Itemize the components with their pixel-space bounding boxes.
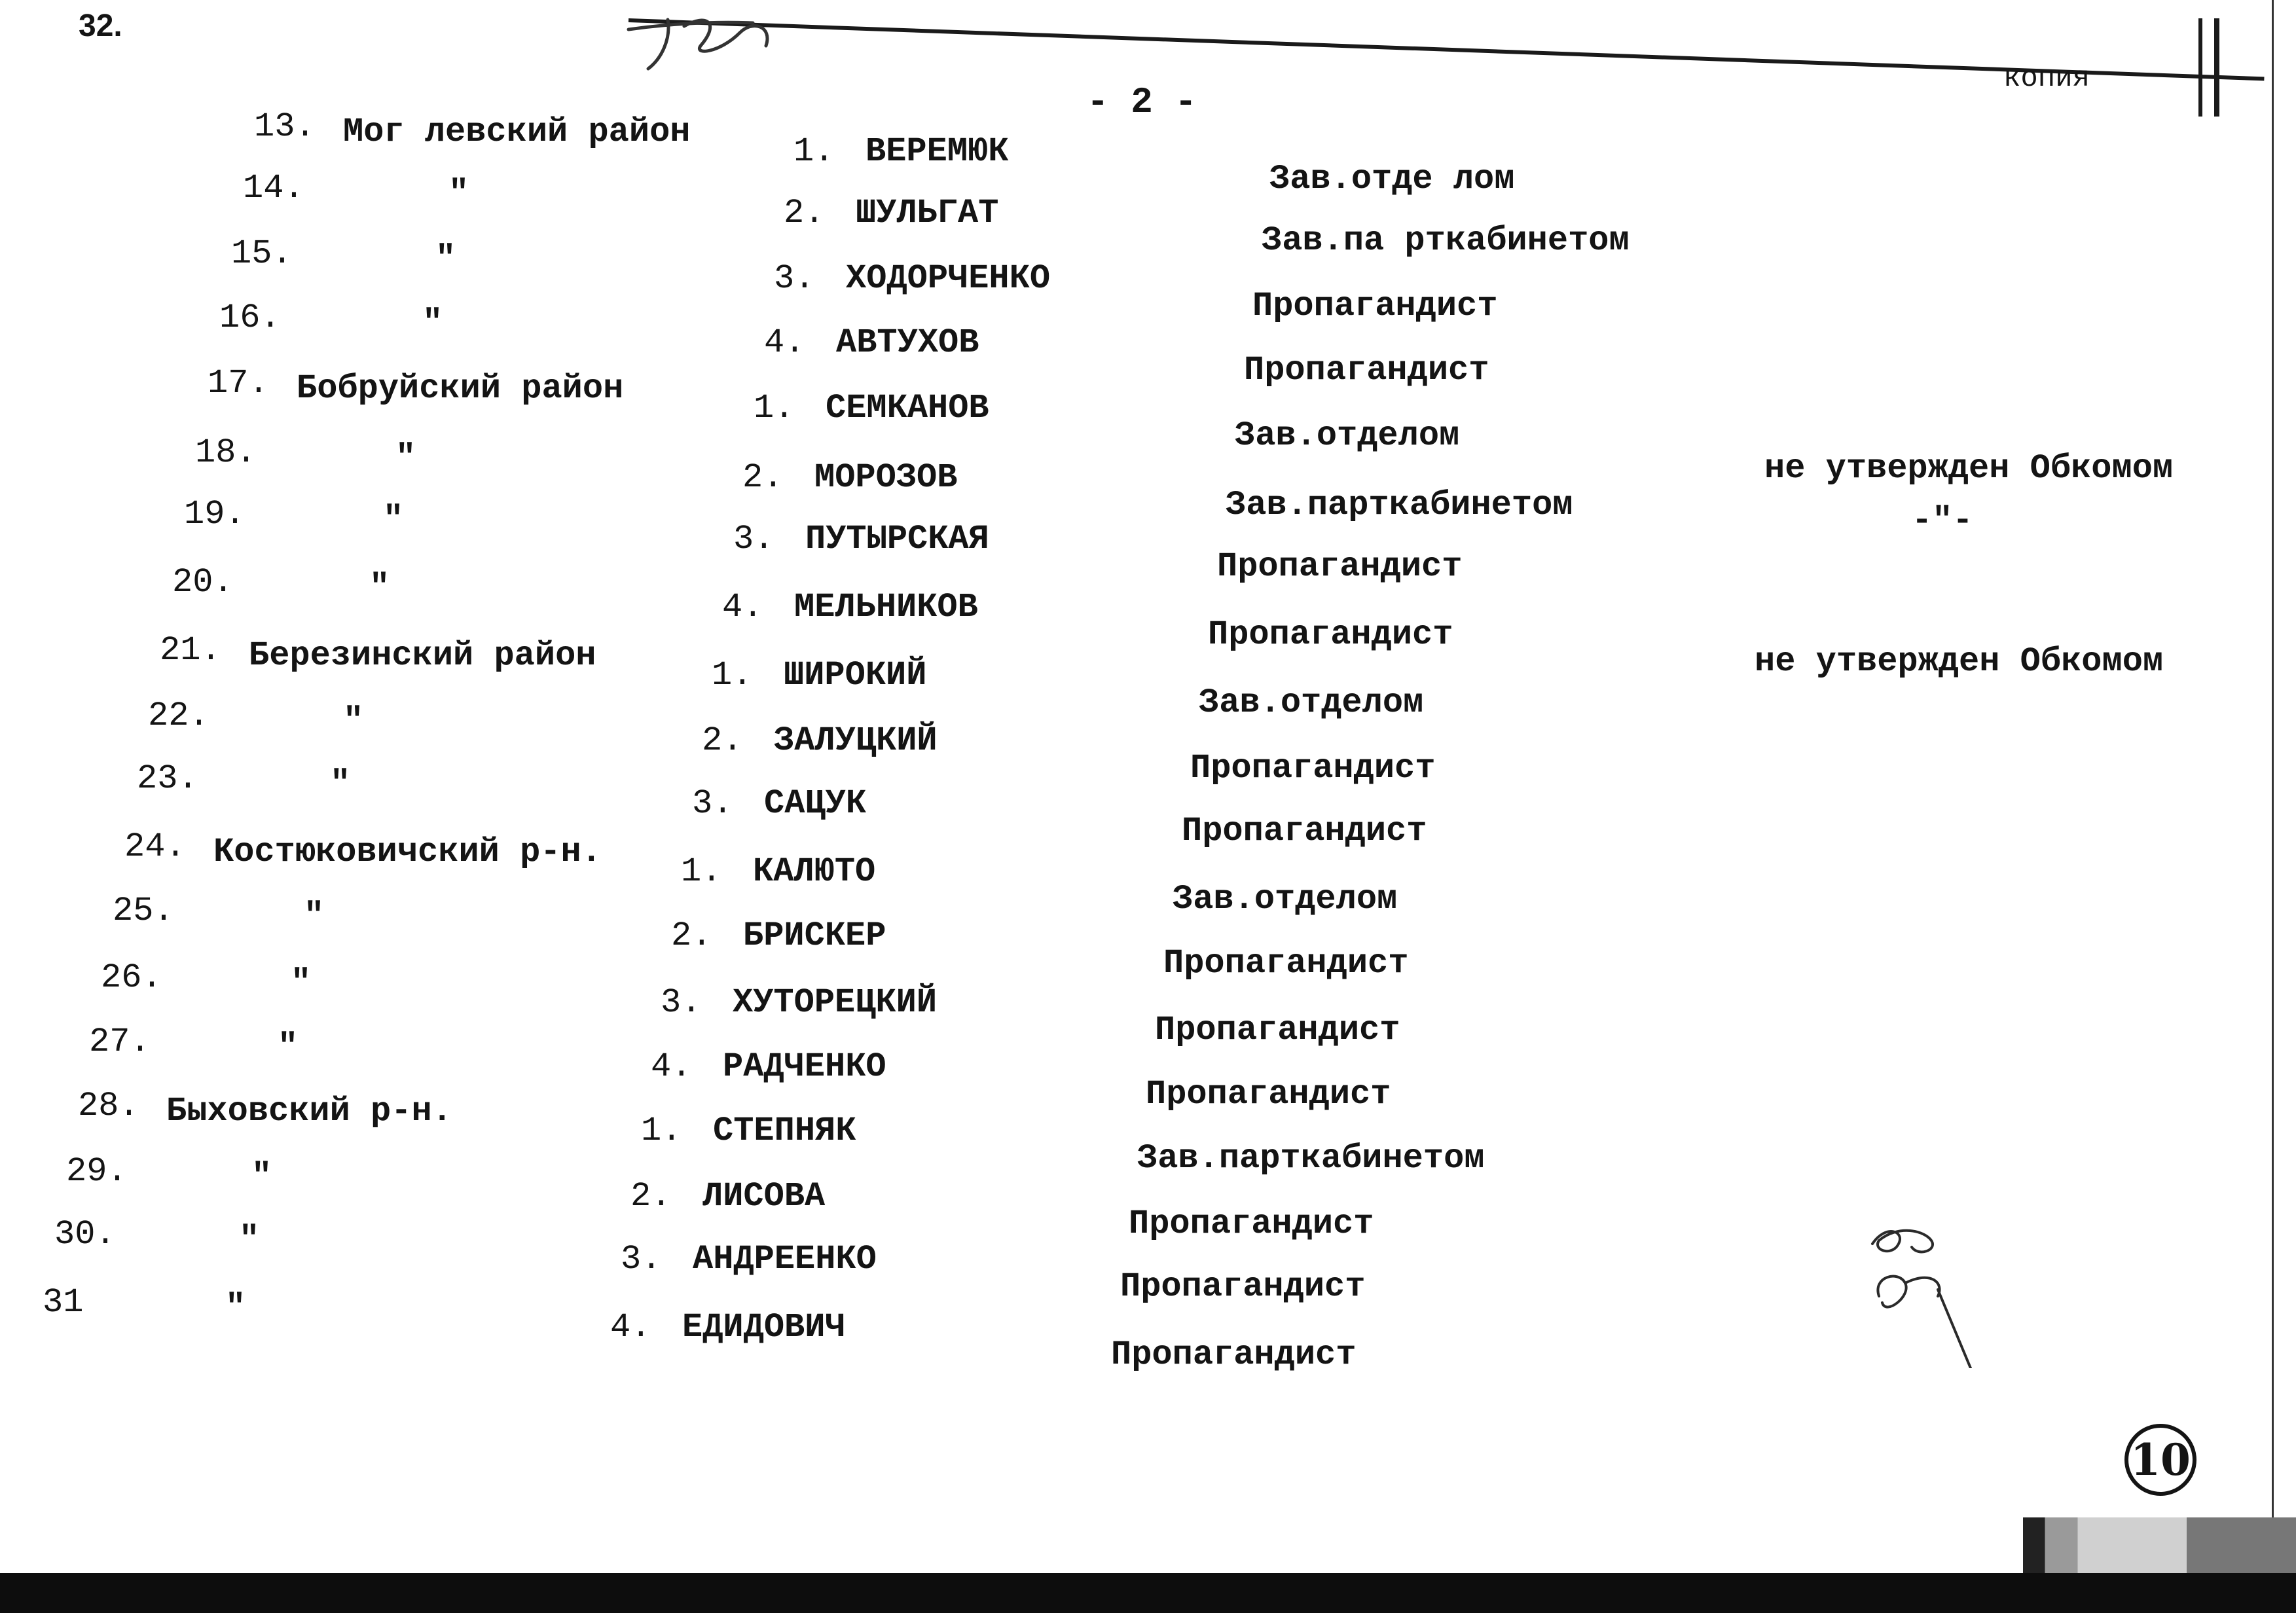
person-surname: АВТУХОВ	[836, 323, 979, 362]
copy-label: копия	[2003, 62, 2090, 95]
person-surname: ВЕРЕМЮК	[866, 132, 1009, 171]
row-number: 13.	[254, 107, 316, 146]
row-number: 22.	[148, 697, 210, 735]
district-name: "	[304, 897, 325, 935]
person-ordinal: 2.	[630, 1177, 672, 1216]
person-position: Пропагандист	[1208, 615, 1453, 654]
scan-edge-strip	[2272, 0, 2296, 1532]
district-name: Мог левский район	[343, 113, 691, 151]
person-ordinal: 4.	[764, 323, 805, 362]
row-number: 18.	[195, 433, 257, 472]
person-surname: ПУТЫРСКАЯ	[805, 520, 989, 558]
person-position: Пропагандист	[1217, 547, 1463, 586]
file-number: 32.	[79, 9, 122, 43]
person-surname: ШУЛЬГАТ	[856, 194, 999, 232]
person-ordinal: 3.	[692, 784, 733, 823]
person-surname: МОРОЗОВ	[814, 458, 958, 497]
district-name: "	[383, 500, 404, 539]
row-number: 31	[43, 1283, 84, 1322]
person-ordinal: 4.	[651, 1047, 692, 1086]
person-ordinal: 1.	[793, 132, 835, 171]
row-number: 25.	[113, 892, 174, 930]
district-name: Бобруйский район	[297, 369, 624, 408]
district-name: "	[330, 765, 351, 803]
person-ordinal: 2.	[784, 194, 825, 232]
person-surname: САЦУК	[764, 784, 867, 823]
row-number: 20.	[172, 563, 234, 602]
handwritten-signature-top	[622, 7, 818, 72]
handwritten-initials	[1859, 1218, 1984, 1368]
person-position: Пропагандист	[1120, 1267, 1366, 1306]
district-name: Быховский р-н.	[166, 1092, 452, 1131]
person-position: Пропагандист	[1155, 1011, 1400, 1049]
person-position: Зав.отде лом	[1269, 160, 1515, 198]
district-name: "	[251, 1157, 272, 1196]
person-ordinal: 2.	[671, 916, 712, 955]
district-name: "	[225, 1288, 246, 1327]
approval-note: не утвержден Обкомом	[1755, 642, 2164, 681]
person-ordinal: 3.	[774, 259, 815, 298]
row-number: 30.	[54, 1215, 116, 1254]
district-name: "	[422, 304, 443, 342]
person-position: Зав.отделом	[1173, 880, 1398, 918]
person-ordinal: 4.	[610, 1308, 651, 1347]
approval-note: не утвержден Обкомом	[1764, 449, 2174, 488]
district-name: "	[291, 964, 312, 1002]
person-position: Зав.отделом	[1199, 683, 1424, 722]
district-name: Костюковичский р-н.	[213, 833, 602, 871]
person-surname: БРИСКЕР	[743, 916, 886, 955]
person-ordinal: 3.	[661, 983, 702, 1022]
person-position: Пропагандист	[1244, 351, 1489, 390]
person-surname: АНДРЕЕНКО	[693, 1240, 877, 1278]
person-position: Зав.па рткабинетом	[1262, 221, 1630, 260]
person-ordinal: 4.	[722, 588, 763, 626]
person-position: Зав.парткабинетом	[1226, 486, 1573, 524]
row-number: 28.	[78, 1087, 139, 1125]
district-name: "	[448, 174, 469, 213]
person-surname: КАЛЮТО	[753, 852, 876, 891]
district-name: "	[343, 702, 364, 740]
person-surname: ЗАЛУЦКИЙ	[774, 721, 938, 760]
person-position: Пропагандист	[1129, 1205, 1374, 1243]
person-surname: СТЕПНЯК	[713, 1112, 856, 1150]
person-position: Пропагандист	[1182, 812, 1427, 850]
person-ordinal: 1.	[641, 1112, 682, 1150]
person-position: Зав.парткабинетом	[1137, 1139, 1485, 1178]
person-position: Пропагандист	[1252, 287, 1498, 325]
row-number: 24.	[124, 827, 186, 866]
row-number: 16.	[219, 299, 281, 337]
page-number: - 2 -	[1087, 81, 1197, 123]
person-ordinal: 1.	[754, 389, 795, 427]
person-surname: ХУТОРЕЦКИЙ	[733, 983, 938, 1022]
scan-corner-artifact	[2023, 1517, 2296, 1576]
district-name: "	[278, 1028, 299, 1066]
person-ordinal: 3.	[621, 1240, 662, 1278]
row-number: 21.	[160, 631, 221, 670]
row-number: 14.	[243, 169, 304, 208]
person-surname: ШИРОКИЙ	[784, 656, 927, 695]
person-surname: СЕМКАНОВ	[826, 389, 989, 427]
person-ordinal: 3.	[733, 520, 774, 558]
row-number: 26.	[101, 958, 162, 997]
person-ordinal: 2.	[702, 721, 743, 760]
sheet-number-stamp: 10	[2124, 1424, 2196, 1496]
person-position: Пропагандист	[1190, 749, 1436, 788]
bottom-scan-border	[0, 1573, 2296, 1613]
row-number: 17.	[208, 364, 269, 403]
person-position: Зав.отделом	[1235, 416, 1460, 455]
person-surname: МЕЛЬНИКОВ	[794, 588, 978, 626]
row-number: 23.	[137, 759, 198, 798]
person-ordinal: 2.	[742, 458, 784, 497]
district-name: "	[395, 439, 416, 477]
person-surname: ЕДИДОВИЧ	[682, 1308, 846, 1347]
person-ordinal: 1.	[681, 852, 722, 891]
row-number: 15.	[231, 234, 293, 273]
person-ordinal: 1.	[712, 656, 753, 695]
person-position: Пропагандист	[1163, 944, 1409, 983]
district-name: "	[239, 1220, 260, 1259]
person-position: Пропагандист	[1146, 1075, 1391, 1114]
district-name: "	[435, 240, 456, 278]
row-number: 29.	[66, 1152, 128, 1191]
row-number: 27.	[89, 1023, 151, 1061]
page-edge-mark	[2198, 18, 2219, 117]
row-number: 19.	[184, 495, 246, 534]
person-surname: ЛИСОВА	[702, 1177, 826, 1216]
person-surname: ХОДОРЧЕНКО	[846, 259, 1051, 298]
person-surname: РАДЧЕНКО	[723, 1047, 886, 1086]
approval-note: -"-	[1912, 501, 1973, 540]
district-name: Березинский район	[249, 636, 596, 675]
person-position: Пропагандист	[1111, 1335, 1357, 1374]
district-name: "	[369, 568, 390, 607]
